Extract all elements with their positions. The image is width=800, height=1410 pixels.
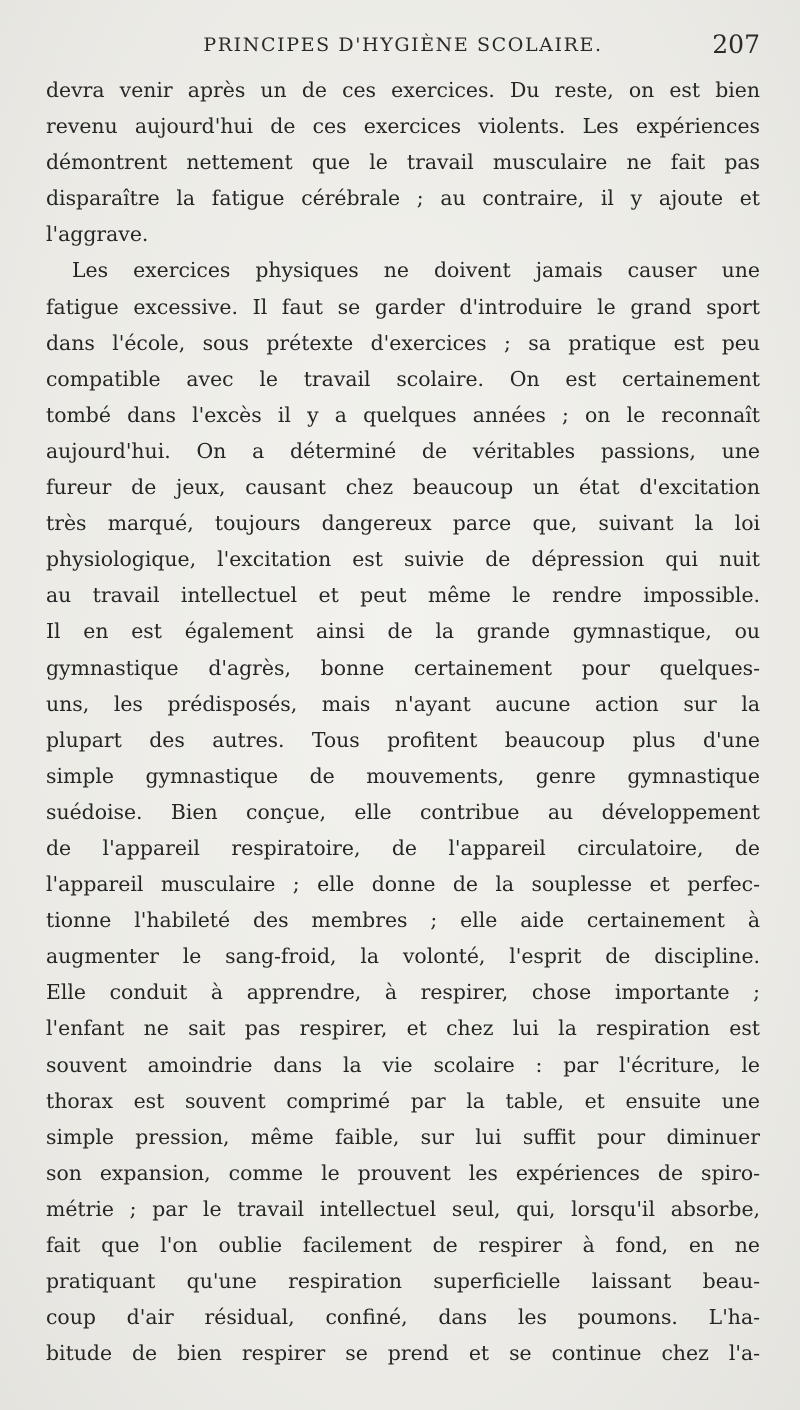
text-line: Elle conduit à apprendre, à respirer, chose importante ; (46, 980, 760, 1005)
text-line: devra venir après un de ces exercices. Du reste, on est bien (46, 78, 760, 102)
text-line: très marqué, toujours dangereux parce que, suivant la loi (46, 511, 760, 536)
text-line: pratiquant qu'une respiration superficielle laissant beau- (46, 1269, 760, 1294)
text-line: revenu aujourd'hui de ces exercices violents. Les expériences (46, 114, 760, 139)
running-head (46, 30, 760, 64)
text-line: au travail intellectuel et peut même le rendre impossible. (46, 583, 760, 608)
text-line: l'enfant ne sait pas respirer, et chez lui la respiration est (46, 1016, 760, 1041)
text-line: démontrent nettement que le travail musculaire ne fait pas (46, 150, 760, 175)
text-line: aujourd'hui. On a déterminé de véritables passions, une (46, 438, 760, 463)
text-line: l'appareil musculaire ; elle donne de la souplesse et perfec- (46, 872, 760, 897)
text-line: augmenter le sang-froid, la volonté, l'esprit de discipline. (46, 944, 760, 969)
text-line: compatible avec le travail scolaire. On est certainement (46, 366, 760, 391)
text-line: simple gymnastique de mouvements, genre gymnastique (46, 763, 760, 788)
text-line: bitude de bien respirer se prend et se continue chez l'a- (46, 1341, 760, 1366)
text-line: physiologique, l'excitation est suivie de dépression qui nuit (46, 547, 760, 572)
text-line: suédoise. Bien conçue, elle contribue au développement (46, 799, 760, 824)
text-line: souvent amoindrie dans la vie scolaire : par l'écriture, le (46, 1052, 760, 1077)
text-line: coup d'air résidual, confiné, dans les poumons. L'ha- (46, 1305, 760, 1330)
text-line: fatigue excessive. Il faut se garder d'introduire le grand sport (46, 294, 760, 319)
text-line: uns, les prédisposés, mais n'ayant aucune action sur la (46, 691, 760, 716)
text-line: Il en est également ainsi de la grande gymnastique, ou (46, 619, 760, 644)
text-line: thorax est souvent comprimé par la table, et ensuite une (46, 1088, 760, 1113)
body-text (46, 72, 760, 1371)
running-title: PRINCIPES D'HYGIÈNE SCOLAIRE. (203, 34, 603, 56)
text-line: disparaître la fatigue cérébrale ; au contraire, il y ajoute et (46, 186, 760, 211)
text-line: tombé dans l'excès il y a quelques années ; on le reconnaît (46, 402, 760, 427)
text-line: fureur de jeux, causant chez beaucoup un état d'excitation (46, 475, 760, 500)
text-line: gymnastique d'agrès, bonne certainement pour quelques- (46, 655, 760, 680)
paragraph-first-line: Les exercices physiques ne doivent jamais causer une (72, 258, 760, 283)
page-number: 207 (712, 30, 760, 59)
text-line: plupart des autres. Tous profitent beaucoup plus d'une (46, 727, 760, 752)
text-line: fait que l'on oublie facilement de respirer à fond, en ne (46, 1233, 760, 1257)
text-line: métrie ; par le travail intellectuel seul, qui, lorsqu'il absorbe, (46, 1196, 760, 1221)
text-line: l'aggrave. (46, 222, 149, 247)
text-line: son expansion, comme le prouvent les expériences de spiro- (46, 1160, 760, 1185)
text-line: simple pression, même faible, sur lui suffit pour diminuer (46, 1124, 760, 1149)
text-line: tionne l'habileté des membres ; elle aide certainement à (46, 908, 760, 933)
text-line: de l'appareil respiratoire, de l'appareil circulatoire, de (46, 835, 760, 860)
text-line: dans l'école, sous prétexte d'exercices ; sa pratique est peu (46, 330, 760, 355)
